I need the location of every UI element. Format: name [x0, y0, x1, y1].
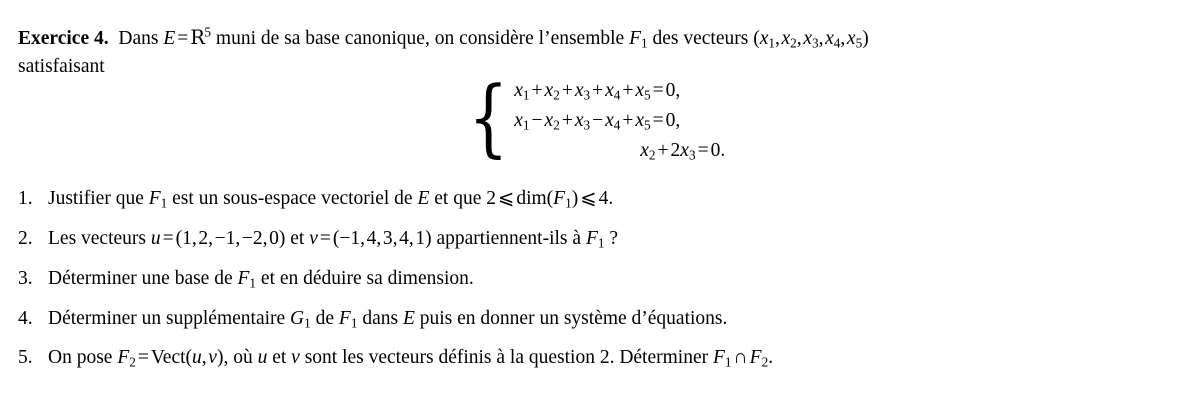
exercise-intro	[18, 24, 1163, 80]
question-number-2: 2.	[18, 227, 33, 249]
question-item-2	[18, 226, 1168, 251]
vector-tuple: ($x_1$, $x_2$, $x_3$, $x_4$, $x_5$)	[753, 28, 869, 51]
question-item-5	[18, 345, 1168, 370]
equation-system	[0, 68, 1180, 170]
question-item-3	[18, 266, 1168, 291]
equation-row-3: $x_2$ + 2 $x_3$ = 0.	[640, 140, 726, 163]
question-number-1: 1.	[18, 188, 33, 209]
question-text-5: On pose $F_2$ = Vect(u, v), où u et v sont les vecteurs définis à la question 2. Déterminer $F_1$ ∩ $F_2$.	[48, 347, 774, 371]
symbol-E: E	[163, 28, 176, 49]
symbol-F1: $F_1$	[629, 28, 648, 51]
question-text-3: Déterminer une base de $F_1$ et en déduire sa dimension.	[48, 267, 474, 291]
equals-sign: =	[177, 28, 189, 49]
symbol-R: R	[190, 26, 205, 49]
exercise-label: Exercice 4.	[18, 28, 109, 49]
symbol-R-exponent: 5	[204, 24, 212, 40]
equation-row-1: $x_1$ + $x_2$ + $x_3$ + $x_4$ + $x_5$ = 0,	[514, 80, 681, 103]
intro-text-3: des vecteurs	[647, 28, 754, 49]
question-list	[18, 186, 1168, 385]
equation-row-2: $x_1$ − $x_2$ + $x_3$ − $x_4$ + $x_5$ = 0,	[514, 110, 681, 133]
question-number-5: 5.	[18, 347, 33, 369]
question-number-4: 4.	[18, 307, 33, 329]
question-item-1	[18, 186, 1168, 211]
intro-text-1: Dans	[113, 28, 164, 49]
question-number-3: 3.	[18, 267, 33, 289]
left-brace: {	[468, 68, 509, 166]
question-text-2: Les vecteurs u = (1, 2, −1, −2, 0) et v = (−1, 4, 3, 4, 1) appartiennent-ils à $F_1$ ?	[48, 227, 621, 251]
question-text-4: Déterminer un supplémentaire $G_1$ de $F_1$ dans E puis en donner un système d’équations.	[48, 307, 728, 331]
intro-text-4: satisfaisant	[18, 55, 105, 77]
question-text-1: Justifier que $F_1$ est un sous-espace vectoriel de E et que 2 ⩽ $dim(F_1)$ ⩽ 4.	[48, 188, 614, 211]
question-item-4	[18, 306, 1168, 331]
intro-text-2: muni de sa base canonique, on considère l’ensemble	[211, 28, 630, 49]
